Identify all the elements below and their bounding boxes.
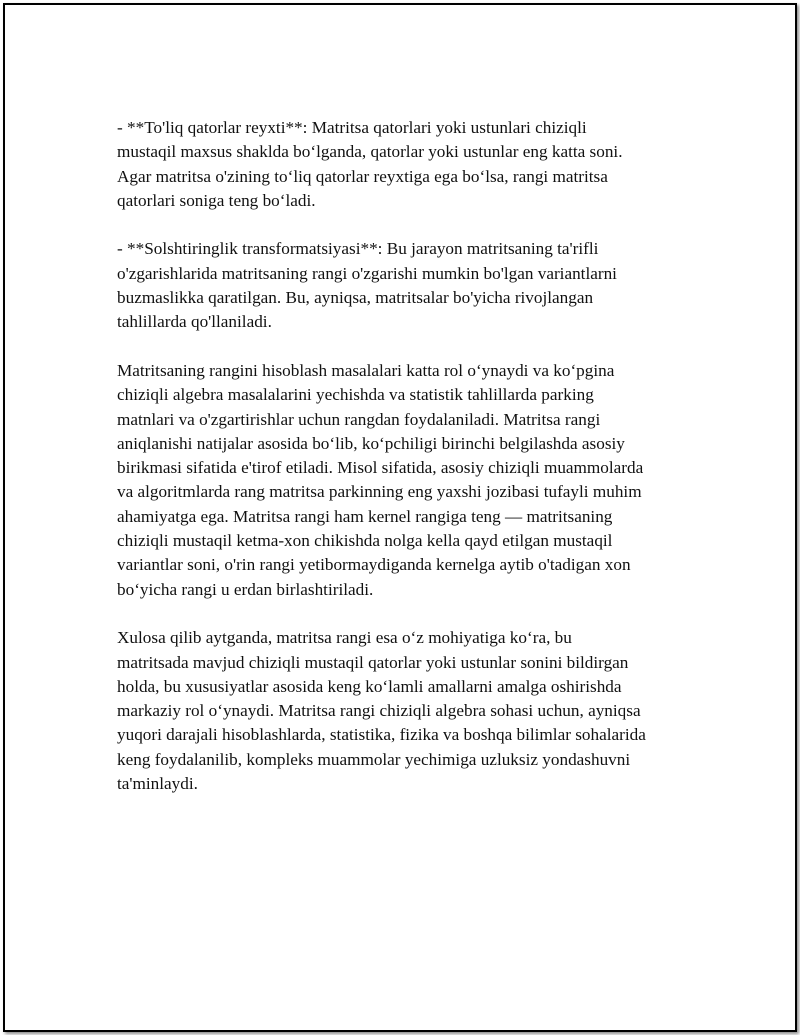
paragraph-rank-computation: [117, 359, 692, 602]
text-line: mustaqil maxsus shaklda bo‘lganda, qatorlar yoki ustunlar eng katta soni.: [117, 142, 623, 162]
text-line: variantlar soni, o'rin rangi yetibormaydiganda kernelga aytib o'tadigan xon: [117, 555, 631, 575]
text-line: buzmaslikka qaratilgan. Bu, ayniqsa, matritsalar bo'yicha rivojlangan: [117, 288, 594, 308]
document-body: [117, 116, 692, 821]
text-line: Xulosa qilib aytganda, matritsa rangi esa o‘z mohiyatiga ko‘ra, bu: [117, 628, 572, 648]
text-line: matnlari va o'zgartirishlar uchun rangdan foydalaniladi. Matritsa rangi: [117, 409, 601, 429]
text-line: bo‘yicha rangi u erdan birlashtiriladi.: [117, 579, 374, 599]
text-line: Matritsaning rangini hisoblash masalalari katta rol o‘ynaydi va ko‘pgina: [117, 360, 615, 380]
text-line: holda, bu xususiyatlar asosida keng ko‘lamli amallarni amalga oshirishda: [117, 676, 622, 696]
text-line: tahlillarda qo'llaniladi.: [117, 312, 272, 332]
text-line: matritsada mavjud chiziqli mustaqil qatorlar yoki ustunlar sonini bildirgan: [117, 652, 629, 672]
paragraph-full-rank: [117, 116, 692, 213]
text-line: o'zgarishlarida matritsaning rangi o'zgarishi mumkin bo'lgan variantlarni: [117, 263, 617, 283]
text-line: yuqori darajali hisoblashlarda, statistika, fizika va boshqa bilimlar sohalarida: [117, 725, 646, 745]
text-line: va algoritmlarda rang matritsa parkinning eng yaxshi jozibasi tufayli muhim: [117, 482, 642, 502]
text-line: markaziy rol o‘ynaydi. Matritsa rangi chiziqli algebra sohasi uchun, ayniqsa: [117, 701, 641, 721]
text-line: ta'minlaydi.: [117, 774, 198, 794]
text-line: Agar matritsa o'zining to‘liq qatorlar reyxtiga ega bo‘lsa, rangi matritsa: [117, 166, 608, 186]
text-line: birikmasi sifatida e'tirof etiladi. Misol sifatida, asosiy chiziqli muammolarda: [117, 458, 644, 478]
text-line: - **To'liq qatorlar reyxti**: Matritsa qatorlari yoki ustunlari chiziqli: [117, 118, 587, 137]
text-line: chiziqli algebra masalalarini yechishda va statistik tahlillarda parking: [117, 385, 594, 405]
text-line: chiziqli mustaqil ketma-xon chikishda nolga kella qayd etilgan mustaqil: [117, 531, 613, 551]
text-line: keng foydalanilib, kompleks muammolar yechimiga uzluksiz yondashuvni: [117, 749, 631, 769]
paragraph-conclusion: [117, 626, 692, 796]
text-line: - **Solshtiringlik transformatsiyasi**: Bu jarayon matritsaning ta'rifli: [117, 239, 599, 259]
text-line: ahamiyatga ega. Matritsa rangi ham kernel rangiga teng — matritsaning: [117, 506, 613, 526]
text-line: qatorlari soniga teng bo‘ladi.: [117, 190, 316, 210]
paragraph-transformation: [117, 237, 692, 334]
text-line: aniqlanishi natijalar asosida bo‘lib, ko‘pchiligi birinchi belgilashda asosiy: [117, 433, 625, 453]
